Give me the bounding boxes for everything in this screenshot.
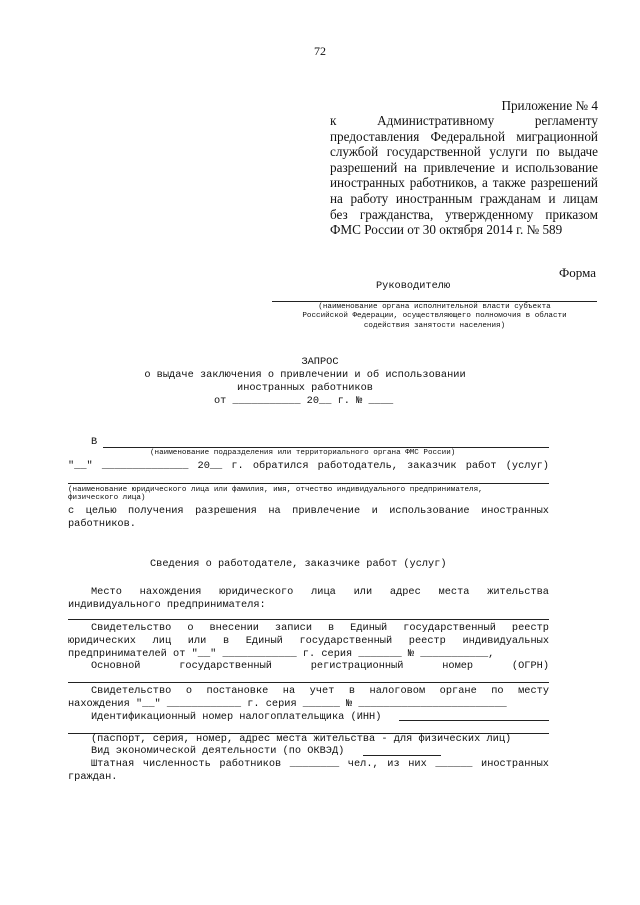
- appendix-line: на работу иностранным гражданам и лицам: [330, 190, 598, 206]
- purpose-line: с целью получения разрешения на привлечение и использование иностранных: [68, 505, 549, 517]
- ogrn-line: [68, 682, 549, 683]
- ogrn-text: [91, 660, 549, 673]
- form-label: Форма: [559, 265, 596, 280]
- purpose-text: работников.: [68, 518, 136, 530]
- appendix-line: предоставления Федеральной миграционной: [330, 128, 598, 144]
- v-label: В: [91, 436, 98, 448]
- intro-caption: (наименование юридического лица или фамилия, имя, отчество индивидуального предпринимателя,: [68, 486, 483, 494]
- tax-text: нахождения "__" ____________ г. серия ______ № ________________________: [68, 698, 507, 710]
- intro-caption: физического лица): [68, 494, 146, 502]
- page-number: 72: [314, 44, 326, 58]
- staff-text: граждан.: [68, 771, 118, 783]
- intro-line: [68, 483, 549, 484]
- staff-line: Штатная численность работников ________ чел., из них ______ иностранных: [91, 758, 549, 770]
- okved-line: [363, 755, 441, 756]
- staff-text: [91, 758, 549, 771]
- request-subtitle: иностранных работников: [237, 382, 373, 394]
- intro-date-line: [68, 460, 549, 473]
- section-title: Сведения о работодателе, заказчике работ (услуг): [150, 558, 447, 570]
- addressee-caption: [272, 303, 597, 331]
- addressee-label: Руководителю: [376, 280, 451, 292]
- request-subtitle: о выдаче заключения о привлечении и об использовании: [144, 369, 466, 381]
- intro-caption: (наименование подразделения или территориального органа ФМС России): [150, 449, 456, 457]
- intro-date-text: "__" ______________ 20__ г. обратился работодатель, заказчик работ (услуг): [68, 460, 549, 472]
- addressee-line: [272, 301, 597, 302]
- cert-line: Свидетельство о внесении записи в Единый государственный реестр: [91, 622, 549, 634]
- appendix-line: службой государственной услуги по выдаче: [330, 144, 598, 160]
- okved-text: Вид экономической деятельности (по ОКВЭД): [91, 745, 345, 757]
- ogrn-line: Основной государственный регистрационный номер (ОГРН): [91, 660, 549, 672]
- v-line: [103, 447, 549, 448]
- inn-text: Идентификационный номер налогоплательщика (ИНН): [91, 711, 382, 723]
- caption-line: содействия занятости населения): [363, 321, 506, 330]
- cert-line: юридических лиц или в Единый государственный реестр индивидуальных: [68, 635, 549, 647]
- tax-line: Свидетельство о постановке на учет в налоговом органе по месту: [91, 685, 549, 697]
- purpose-text: [68, 505, 549, 518]
- tax-text: [91, 685, 549, 698]
- location-line-1: [68, 619, 549, 620]
- appendix-text: [330, 113, 598, 238]
- appendix-line: ФМС России от 30 октября 2014 г. № 589: [330, 222, 563, 238]
- caption-line: Российской Федерации, осуществляющего полномочия в области: [302, 312, 567, 321]
- appendix-line: к Административному регламенту: [330, 113, 598, 128]
- caption-line: (наименование органа исполнительной власти субъекта: [318, 303, 551, 311]
- cert-text: [68, 635, 549, 648]
- passport-caption: (паспорт, серия, номер, адрес места жительства - для физических лиц): [91, 733, 512, 745]
- appendix-line: без гражданства, утвержденному приказом: [330, 206, 598, 222]
- inn-line: [399, 720, 549, 721]
- appendix-line: разрешений на привлечение и использование: [330, 159, 598, 175]
- location-text: [91, 586, 549, 599]
- appendix-line: иностранных работников, а также разрешений: [330, 175, 598, 191]
- appendix-title: Приложение № 4: [501, 98, 598, 113]
- location-line: Место нахождения юридического лица или адрес места жительства: [91, 586, 549, 598]
- request-title: ЗАПРОС: [301, 356, 339, 368]
- cert-text: [91, 622, 549, 635]
- request-date-line: от ___________ 20__ г. № ____: [214, 395, 394, 407]
- cert-text: предпринимателей от "__" ____________ г. серия _______ № ___________,: [68, 648, 495, 660]
- location-text: индивидуального предпринимателя:: [68, 599, 266, 611]
